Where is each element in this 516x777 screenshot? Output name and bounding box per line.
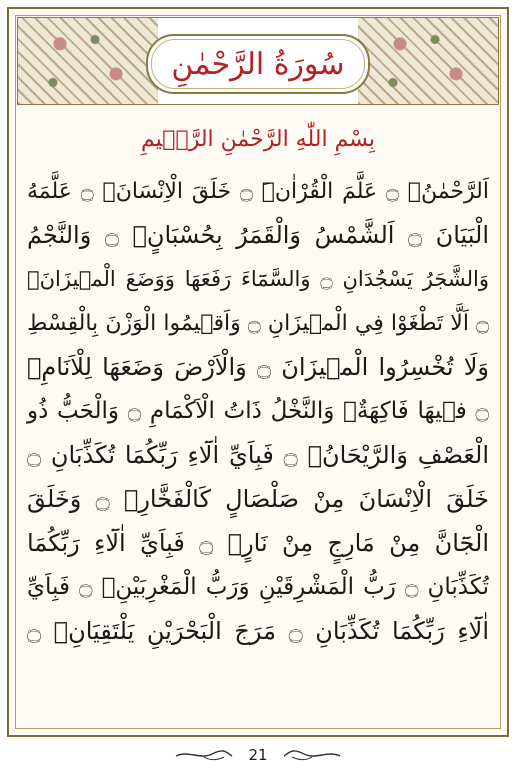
verse-line (27, 477, 489, 521)
verse-line-text: الْبَيَانَ ۝ اَلشَّمْسُ وَالْقَمَرُ بِحُسْبَانٍۙ ۝ وَالنَّجْمُ (27, 221, 490, 249)
verse-line (27, 521, 489, 565)
decorative-swash-right-icon (282, 748, 342, 762)
verse-line (27, 213, 489, 257)
verse-line-text: الْعَصْفِ وَالرَّيْحَانُۚ ۝ فَبِاَيِّ اٰلَٓاءِ رَبِّكُمَا تُكَذِّبَانِ ۝ (27, 441, 489, 469)
page-number: 21 (248, 746, 268, 764)
decorative-swash-left-icon (174, 748, 234, 762)
surah-header (17, 17, 499, 105)
mushaf-page (7, 7, 509, 737)
verse-line-text: اٰلَٓاءِ رَبِّكُمَا تُكَذِّبَانِ ۝ مَرَجَ الْبَحْرَيْنِ يَلْتَقِيَانِۙ ۝ (27, 617, 489, 645)
verse-line (27, 301, 489, 345)
verse-line-text: وَلَا تُخْسِرُوا الْم۪يزَانَ ۝ وَالْاَرْضَ وَضَعَهَا لِلْاَنَامِۙ (27, 353, 489, 381)
floral-ornament-right (358, 18, 498, 104)
basmala: بِسْمِ اللّٰهِ الرَّحْمٰنِ الرَّح۪يمِ (141, 127, 375, 152)
page-footer (0, 740, 516, 770)
verse-line (27, 609, 489, 653)
verse-text-block (27, 169, 489, 653)
verse-line (27, 433, 489, 477)
verse-line-text: اَلرَّحْمٰنُۙ ۝ عَلَّمَ الْقُرْاٰنَۜ ۝ خَلَقَ الْاِنْسَانَۙ ۝ عَلَّمَهُ (27, 178, 489, 204)
floral-ornament-left (18, 18, 158, 104)
verse-line-text: الْجَٓانَّ مِنْ مَارِجٍ مِنْ نَارٍۚ ۝ فَبِاَيِّ اٰلَٓاءِ رَبِّكُمَا (27, 529, 489, 557)
surah-title: سُورَةُ الرَّحْمٰنِ (171, 46, 345, 82)
verse-line (27, 257, 489, 301)
verse-line (27, 565, 489, 609)
verse-line-text: تُكَذِّبَانِ ۝ رَبُّ الْمَشْرِقَيْنِ وَرَبُّ الْمَغْرِبَيْنِۚ ۝ فَبِاَيِّ (27, 574, 489, 600)
verse-line (27, 345, 489, 389)
verse-line-text: خَلَقَ الْاِنْسَانَ مِنْ صَلْصَالٍ كَالْفَخَّارِۙ ۝ وَخَلَقَ (27, 485, 490, 513)
verse-line-text: ۝ ف۪يهَا فَاكِهَةٌۙ وَالنَّخْلُ ذَاتُ الْاَكْمَامِ ۝ وَالْحَبُّ ذُو (27, 398, 489, 424)
verse-line (27, 389, 489, 433)
verse-line-text: وَالشَّجَرُ يَسْجُدَانِ ۝ وَالسَّمَٓاءَ رَفَعَهَا وَوَضَعَ الْم۪يزَانَۙ (27, 267, 489, 291)
verse-line (27, 169, 489, 213)
surah-title-cartouche (146, 34, 370, 94)
verse-line-text: ۝ اَلَّا تَطْغَوْا فِي الْم۪يزَانِ ۝ وَاَق۪يمُوا الْوَزْنَ بِالْقِسْطِ (27, 310, 489, 336)
